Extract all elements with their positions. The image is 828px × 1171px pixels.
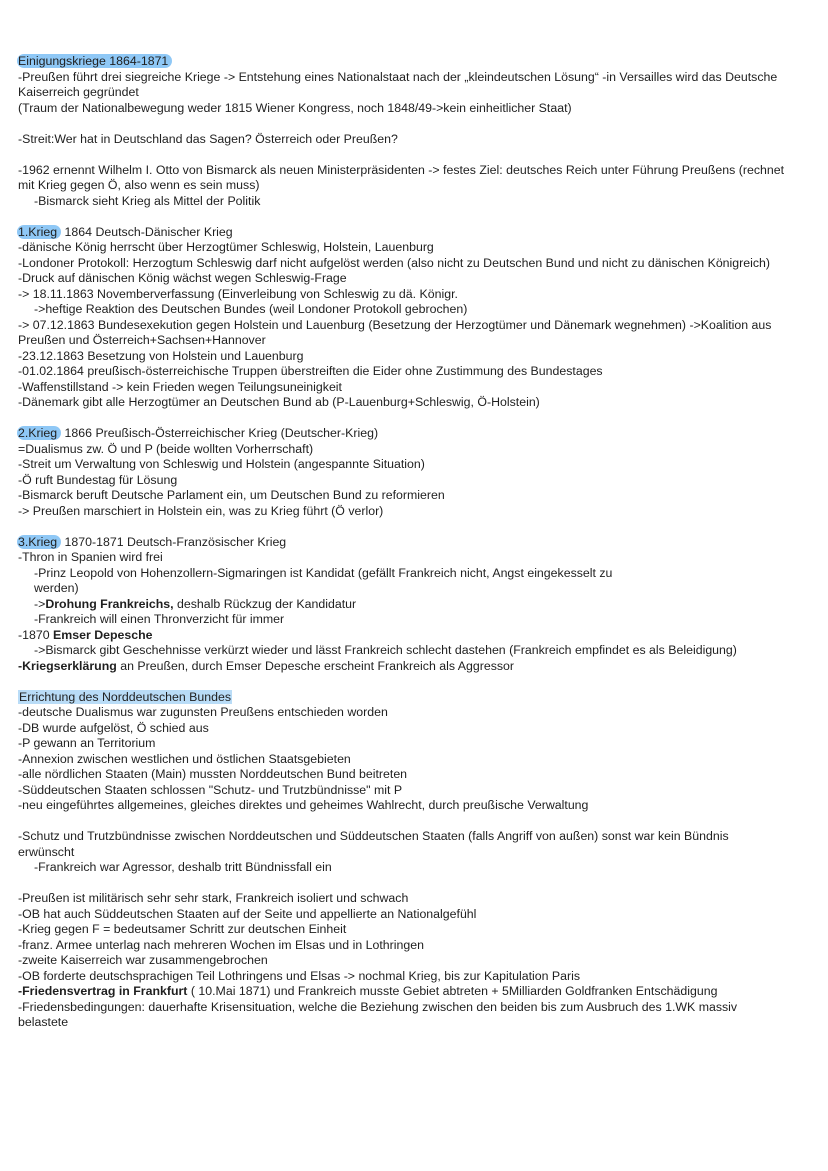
section-heading-norddeutscher-bund: Errichtung des Norddeutschen Bundes <box>19 689 232 704</box>
text-line: ->Bismarck gibt Geschehnisse verkürzt wieder und lässt Frankreich schlecht dastehen (Frankreich empfindet es als Beleidigung) <box>34 643 737 657</box>
text-line: -franz. Armee unterlag nach mehreren Wochen im Elsas und in Lothringen <box>18 937 424 952</box>
text-line: belastete <box>18 1015 69 1029</box>
text-line: -deutsche Dualismus war zugunsten Preußens entschieden worden <box>18 705 388 719</box>
war2-heading <box>18 426 818 442</box>
text-line: -01.02.1864 preußisch-österreichische Truppen überstreiften die Eider ohne Zustimmung des Bundestages <box>18 364 603 378</box>
text-line: werden) <box>34 581 79 595</box>
war2-label: 2.Krieg <box>17 426 61 440</box>
text-line: -Druck auf dänischen König wächst wegen Schleswig-Frage <box>18 271 347 285</box>
text-line: ->Drohung Frankreichs, deshalb Rückzug der Kandidatur <box>34 596 357 611</box>
war3-label: 3.Krieg <box>17 535 61 549</box>
text-line: -Kriegserklärung an Preußen, durch Emser Depesche erscheint Frankreich als Aggressor <box>18 658 515 673</box>
text-line: -Friedensbedingungen: dauerhafte Krisensituation, welche die Beziehung zwischen den beiden bis zum Ausbruch des 1.WK massiv <box>18 999 738 1014</box>
text-line: -23.12.1863 Besetzung von Holstein und Lauenburg <box>18 348 304 363</box>
text-line: -dänische König herrscht über Herzogtümer Schleswig, Holstein, Lauenburg <box>18 240 434 254</box>
war1-heading <box>18 225 818 241</box>
text-line: -Bismarck beruft Deutsche Parlament ein, um Deutschen Bund zu reformieren <box>18 488 445 502</box>
text-line: -OB hat auch Süddeutschen Staaten auf der Seite und appellierte an Nationalgefühl <box>18 906 477 921</box>
text-line: -Frankreich war Agressor, deshalb tritt Bündnissfall ein <box>34 860 332 874</box>
war2-title: 1866 Preußisch-Österreichischer Krieg (Deutscher-Krieg) <box>61 426 379 440</box>
text-line: -Preußen führt drei siegreiche Kriege -> Entstehung eines Nationalstaat nach der „kleindeutschen Lösung“ -in Versailles wird das Deutsche <box>18 69 778 84</box>
section-heading-einigungskriege: Einigungskriege 1864-1871 <box>18 54 818 70</box>
text-line: (Traum der Nationalbewegung weder 1815 Wiener Kongress, noch 1848/49->kein einheitlicher Staat) <box>18 100 572 115</box>
text-line: Kaiserreich gegründet <box>18 85 139 99</box>
text-line: =Dualismus zw. Ö und P (beide wollten Vorherrschaft) <box>18 441 314 456</box>
text-line: Preußen und Österreich+Sachsen+Hannover <box>18 333 266 347</box>
war3-title: 1870-1871 Deutsch-Französischer Krieg <box>61 534 287 549</box>
text-line: -P gewann an Territorium <box>18 736 156 750</box>
war1-title: 1864 Deutsch-Dänischer Krieg <box>61 224 233 239</box>
text-line: -Londoner Protokoll: Herzogtum Schleswig darf nicht aufgelöst werden (also nicht zu Deutschen Bund und nicht zu dänischen Königreich) <box>18 255 771 270</box>
text-line: -Krieg gegen F = bedeutsamer Schritt zur deutschen Einheit <box>18 922 347 936</box>
text-line: -Preußen ist militärisch sehr sehr stark, Frankreich isoliert und schwach <box>18 891 409 905</box>
war3-heading <box>18 535 818 551</box>
text-line: -Prinz Leopold von Hohenzollern-Sigmaringen ist Kandidat (gefällt Frankreich nicht, Angst eingekesselt zu <box>34 565 613 580</box>
text-line: -Schutz und Trutzbündnisse zwischen Norddeutschen und Süddeutschen Staaten (falls Angriff von außen) sonst war kein Bündnis <box>18 829 729 843</box>
text-line: erwünscht <box>18 844 75 859</box>
text-line: mit Krieg gegen Ö, also wenn es sein muss) <box>18 178 260 192</box>
text-line: -DB wurde aufgelöst, Ö schied aus <box>18 720 209 735</box>
text-line: -alle nördlichen Staaten (Main) mussten Norddeutschen Bund beitreten <box>18 767 408 781</box>
text-line: -Friedensvertrag in Frankfurt ( 10.Mai 1871) und Frankreich musste Gebiet abtreten + 5Milliarden Goldfranken Entschädigung <box>18 984 718 998</box>
text-line: -Annexion zwischen westlichen und östlichen Staatsgebieten <box>18 751 351 766</box>
text-line: -Süddeutschen Staaten schlossen "Schutz- und Trutzbündnisse" mit P <box>18 782 403 797</box>
text-line: -Waffenstillstand -> kein Frieden wegen Teilungsuneinigkeit <box>18 379 342 394</box>
text-line: -Dänemark gibt alle Herzogtümer an Deutschen Bund ab (P-Lauenburg+Schleswig, Ö-Holstein) <box>18 395 540 409</box>
war1-label: 1.Krieg <box>17 225 61 239</box>
text-line: -Streit:Wer hat in Deutschland das Sagen? Österreich oder Preußen? <box>18 131 398 146</box>
text-line: -> Preußen marschiert in Holstein ein, was zu Krieg führt (Ö verlor) <box>18 503 384 518</box>
text-line: ->heftige Reaktion des Deutschen Bundes (weil Londoner Protokoll gebrochen) <box>34 302 468 316</box>
text-line: -Streit um Verwaltung von Schleswig und Holstein (angespannte Situation) <box>18 457 425 471</box>
text-line: -neu eingeführtes allgemeines, gleiches direktes und geheimes Wahlrecht, durch preußische Verwaltung <box>18 798 589 812</box>
text-line: -zweite Kaiserreich war zusammengebrochen <box>18 953 268 967</box>
text-line: -> 18.11.1863 Novemberverfassung (Einverleibung von Schleswig zu dä. Königr. <box>18 286 458 301</box>
text-line: -Ö ruft Bundestag für Lösung <box>18 472 178 487</box>
text-line: -Bismarck sieht Krieg als Mittel der Politik <box>34 193 261 208</box>
text-line: -OB forderte deutschsprachigen Teil Lothringens und Elsas -> nochmal Krieg, bis zur Kapitulation Paris <box>18 968 581 983</box>
text-line: -1962 ernennt Wilhelm I. Otto von Bismarck als neuen Ministerpräsidenten -> festes Ziel: deutsches Reich unter Führung Preußens (rechnet <box>18 162 785 177</box>
text-line: -Frankreich will einen Thronverzicht für immer <box>34 612 285 626</box>
text-line: -Thron in Spanien wird frei <box>18 550 163 564</box>
text-line: -1870 Emser Depesche <box>18 627 153 642</box>
text-line: -> 07.12.1863 Bundesexekution gegen Holstein und Lauenburg (Besetzung der Herzogtümer und Dänemark wegnehmen) ->Koalition aus <box>18 317 772 332</box>
